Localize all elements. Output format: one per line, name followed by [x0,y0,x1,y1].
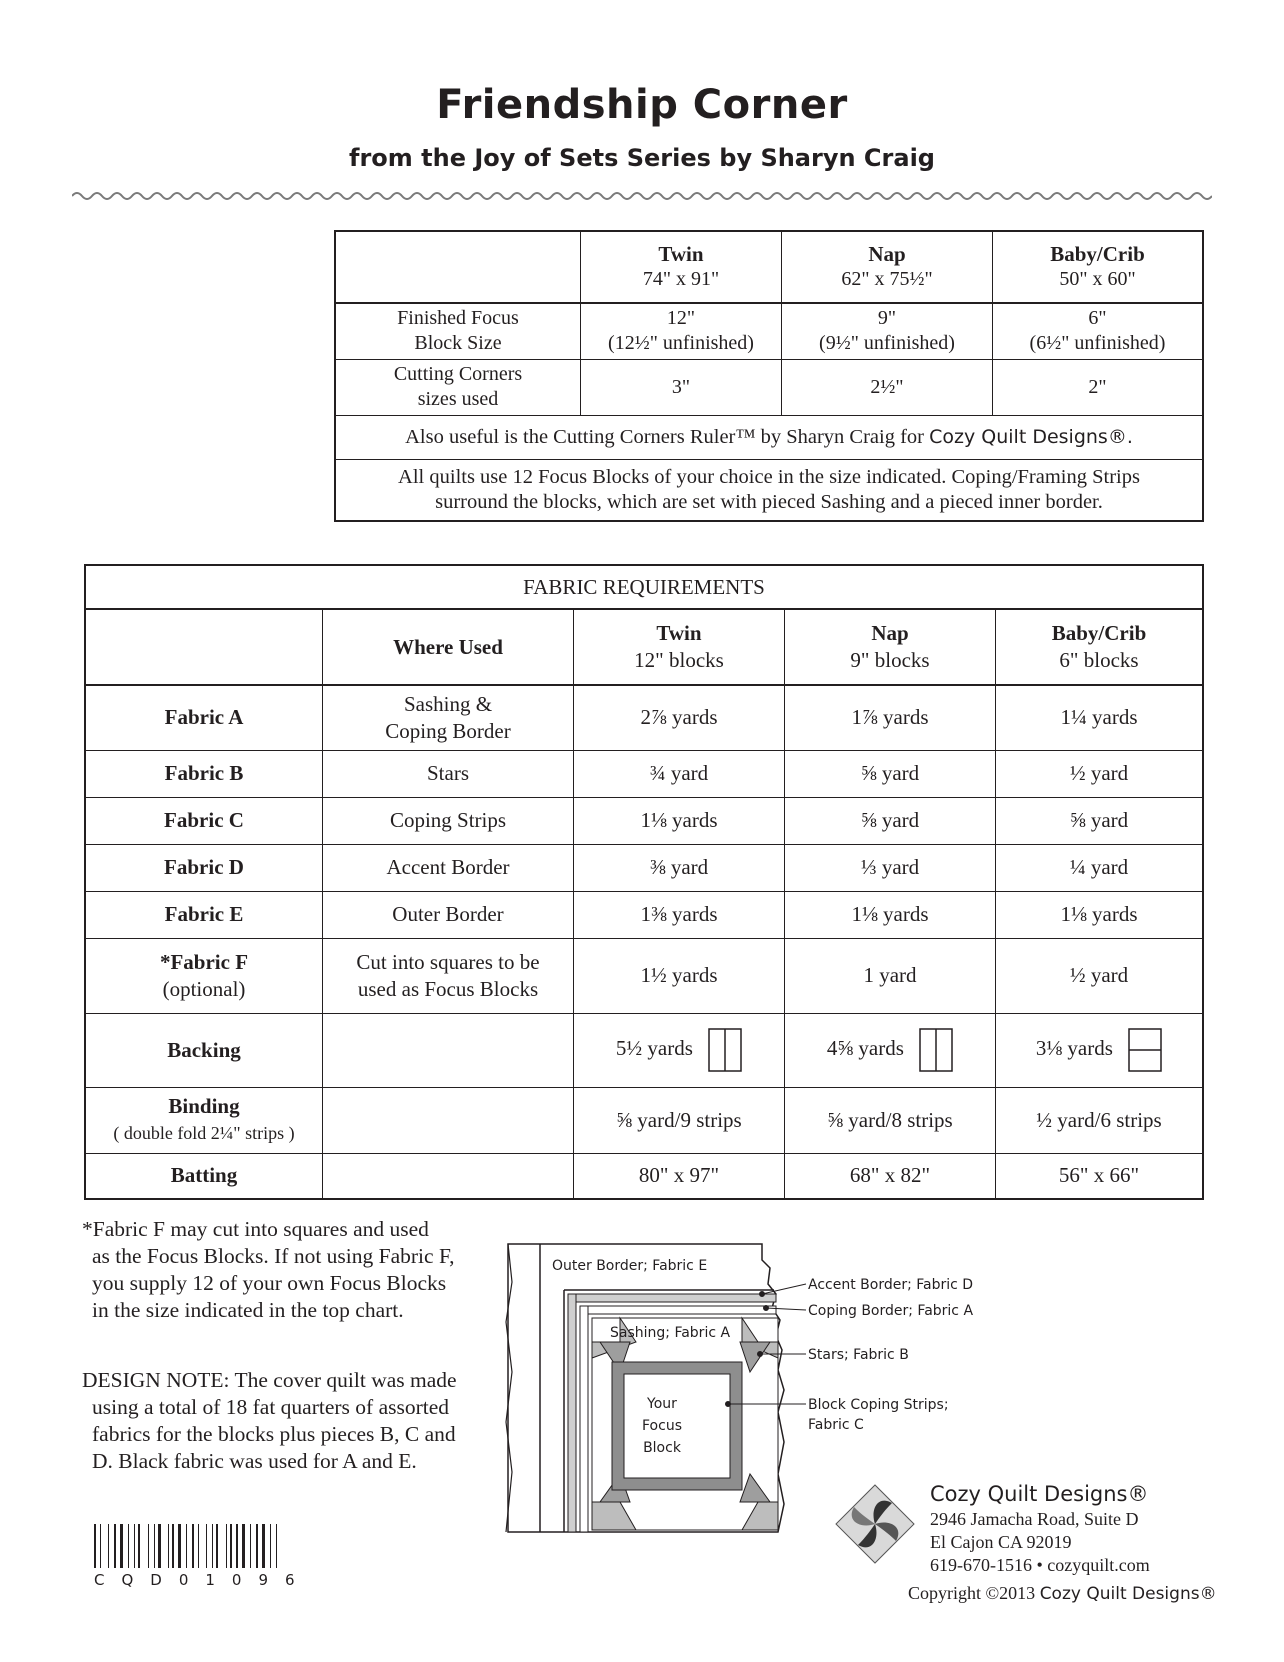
yardage: ½ yard [996,750,1204,797]
yardage: ⅝ yard [785,797,996,844]
table-row [85,750,1203,797]
company-address-1: 2946 Jamacha Road, Suite D [930,1509,1139,1529]
barcode-bar [128,1524,129,1568]
yardage: 1½ yards [574,938,785,1013]
quilt-note: All quilts use 12 Focus Blocks of your choice in the size indicated. Coping/Framing Strips surround the blocks, which are set with pieced Sashing and a pieced inner border. [335,459,1203,521]
barcode-bar [186,1524,187,1568]
fabric-table-heading: FABRIC REQUIREMENTS [85,565,1203,609]
page-subtitle: from the Joy of Sets Series by Sharyn Craig [349,144,935,172]
barcode-bar [114,1524,116,1568]
where-used: Cut into squares to be used as Focus Blocks [323,938,574,1013]
label-focus-1: Your [647,1396,677,1412]
label-sashing: Sashing; Fabric A [610,1325,731,1341]
table-row [85,891,1203,938]
label-block-coping-1: Block Coping Strips; [808,1397,949,1413]
size-cell: 12" (12½" unfinished) [581,303,782,359]
barcode-bar [216,1524,218,1568]
label-focus-2: Focus [642,1418,682,1434]
fabric-label: Fabric E [85,891,323,938]
company-address-2: El Cajon CA 92019 [930,1532,1072,1552]
barcode-bar [172,1524,174,1568]
col-nap: Nap 9" blocks [785,609,996,685]
where-used [323,1087,574,1153]
yardage: ⅜ yard [574,844,785,891]
barcode-bar [192,1524,194,1568]
yardage: ⅝ yard [996,797,1204,844]
where-used [323,1013,574,1087]
yardage: ⅓ yard [785,844,996,891]
where-used: Sashing & Coping Border [323,685,574,750]
col-baby: Baby/Crib 6" blocks [996,609,1204,685]
backing-baby: 3⅛ yards [996,1013,1204,1087]
fabric-label: Fabric A [85,685,323,750]
yardage: 1⅛ yards [785,891,996,938]
yardage: 1 yard [785,938,996,1013]
yardage: 1⅛ yards [574,797,785,844]
barcode-bar [242,1524,245,1568]
fabric-label: Fabric B [85,750,323,797]
barcode-bar [158,1524,161,1568]
where-used: Outer Border [323,891,574,938]
where-used: Coping Strips [323,797,574,844]
label-coping-border: Coping Border; Fabric A [808,1303,974,1319]
backing-2-panel-vertical-icon [919,1028,953,1072]
backing-2-panel-vertical-icon [708,1028,742,1072]
yardage: 1⅛ yards [996,891,1204,938]
yardage: 2⅞ yards [574,685,785,750]
size-col-baby: Baby/Crib 50" x 60" [993,231,1204,303]
label-stars: Stars; Fabric B [808,1347,909,1363]
where-used: Accent Border [323,844,574,891]
page-title: Friendship Corner [436,82,848,128]
yardage: ½ yard/6 strips [996,1087,1204,1153]
fabric-label: Binding ( double fold 2¼" strips ) [85,1087,323,1153]
size-col-nap: Nap 62" x 75½" [782,231,993,303]
size-table [334,230,1204,522]
size-row-label: Finished Focus Block Size [335,303,581,359]
size-table-corner [335,231,581,303]
barcode-bar [138,1524,140,1568]
batting-row [85,1153,1203,1199]
yardage: 80" x 97" [574,1153,785,1199]
yardage: ⅝ yard [785,750,996,797]
barcode-bar [100,1524,101,1568]
fabric-requirements-table [84,564,1204,1200]
barcode-bar [250,1524,251,1568]
table-row [85,685,1203,750]
barcode-bar [198,1524,199,1568]
yardage: 1¼ yards [996,685,1204,750]
table-row [85,844,1203,891]
label-block-coping-2: Fabric C [808,1417,864,1433]
barcode-bar [154,1524,155,1568]
where-used [323,1153,574,1199]
barcode-bar [212,1524,213,1568]
barcode-bar [236,1524,238,1568]
table-row [85,938,1203,1013]
yardage: 1⅜ yards [574,891,785,938]
where-used: Stars [323,750,574,797]
barcode-bar [270,1524,271,1568]
backing-2-panel-horizontal-icon [1128,1028,1162,1072]
wavy-divider [72,190,1212,202]
backing-twin: 5½ yards [574,1013,785,1087]
brand-name: Cozy Quilt Designs®. [929,425,1133,448]
where-used-header: Where Used [323,609,574,685]
backing-row [85,1013,1203,1087]
size-cell: 2" [993,359,1204,415]
barcode-bar [178,1524,181,1568]
fabric-label: Backing [85,1013,323,1087]
barcode-bar [230,1524,232,1568]
fabric-label: Fabric D [85,844,323,891]
company-name: Cozy Quilt Designs® [930,1482,1149,1506]
yardage: 1⅞ yards [785,685,996,750]
yardage: 68" x 82" [785,1153,996,1199]
size-cell: 6" (6½" unfinished) [993,303,1204,359]
yardage: ⅝ yard/8 strips [785,1087,996,1153]
barcode-bar [276,1524,277,1568]
barcode-bar [168,1524,169,1568]
ruler-note: Also useful is the Cutting Corners Ruler™ by Sharyn Craig for Cozy Quilt Designs®. [335,415,1203,459]
barcode-bar [206,1524,207,1568]
label-focus-3: Block [643,1440,681,1456]
design-note: DESIGN NOTE: The cover quilt was made using a total of 18 fat quarters of assorted fabrics for the blocks plus pieces B, C and D. Black fabric was used for A and E. [82,1368,457,1473]
yardage: ¾ yard [574,750,785,797]
barcode-bar [134,1524,135,1568]
label-outer-border: Outer Border; Fabric E [552,1258,708,1274]
col-twin: Twin 12" blocks [574,609,785,685]
barcode-bar [148,1524,149,1568]
barcode-bar [120,1524,123,1568]
label-accent-border: Accent Border; Fabric D [808,1277,974,1293]
size-row-label: Cutting Corners sizes used [335,359,581,415]
fabric-label: Batting [85,1153,323,1199]
fabric-f-footnote: *Fabric F may cut into squares and used as the Focus Blocks. If not using Fabric F, you supply 12 of your own Focus Blocks in the size indicated in the top chart. [82,1217,455,1322]
size-cell: 9" (9½" unfinished) [782,303,993,359]
barcode-number: CQD01096 [94,1571,312,1589]
table-row [85,797,1203,844]
yardage: ¼ yard [996,844,1204,891]
fabric-corner [85,609,323,685]
yardage: 56" x 66" [996,1153,1204,1199]
barcode-bar [108,1524,109,1568]
barcode-bar [262,1524,265,1568]
fabric-label: Fabric C [85,797,323,844]
barcode [94,1524,324,1568]
company-info [930,1480,1260,1577]
barcode-bar [94,1524,96,1568]
copyright: Copyright ©2013 Cozy Quilt Designs® [908,1583,1217,1604]
size-col-twin: Twin 74" x 91" [581,231,782,303]
binding-row [85,1087,1203,1153]
yardage: ⅝ yard/9 strips [574,1087,785,1153]
yardage: ½ yard [996,938,1204,1013]
size-cell: 3" [581,359,782,415]
company-contact: 619-670-1516 • cozyquilt.com [930,1555,1150,1575]
pinwheel-logo-icon [834,1483,916,1565]
fabric-label: *Fabric F (optional) [85,938,323,1013]
barcode-bar [226,1524,227,1568]
barcode-bar [256,1524,258,1568]
backing-nap: 4⅝ yards [785,1013,996,1087]
quilt-corner-diagram [500,1242,1000,1542]
size-cell: 2½" [782,359,993,415]
